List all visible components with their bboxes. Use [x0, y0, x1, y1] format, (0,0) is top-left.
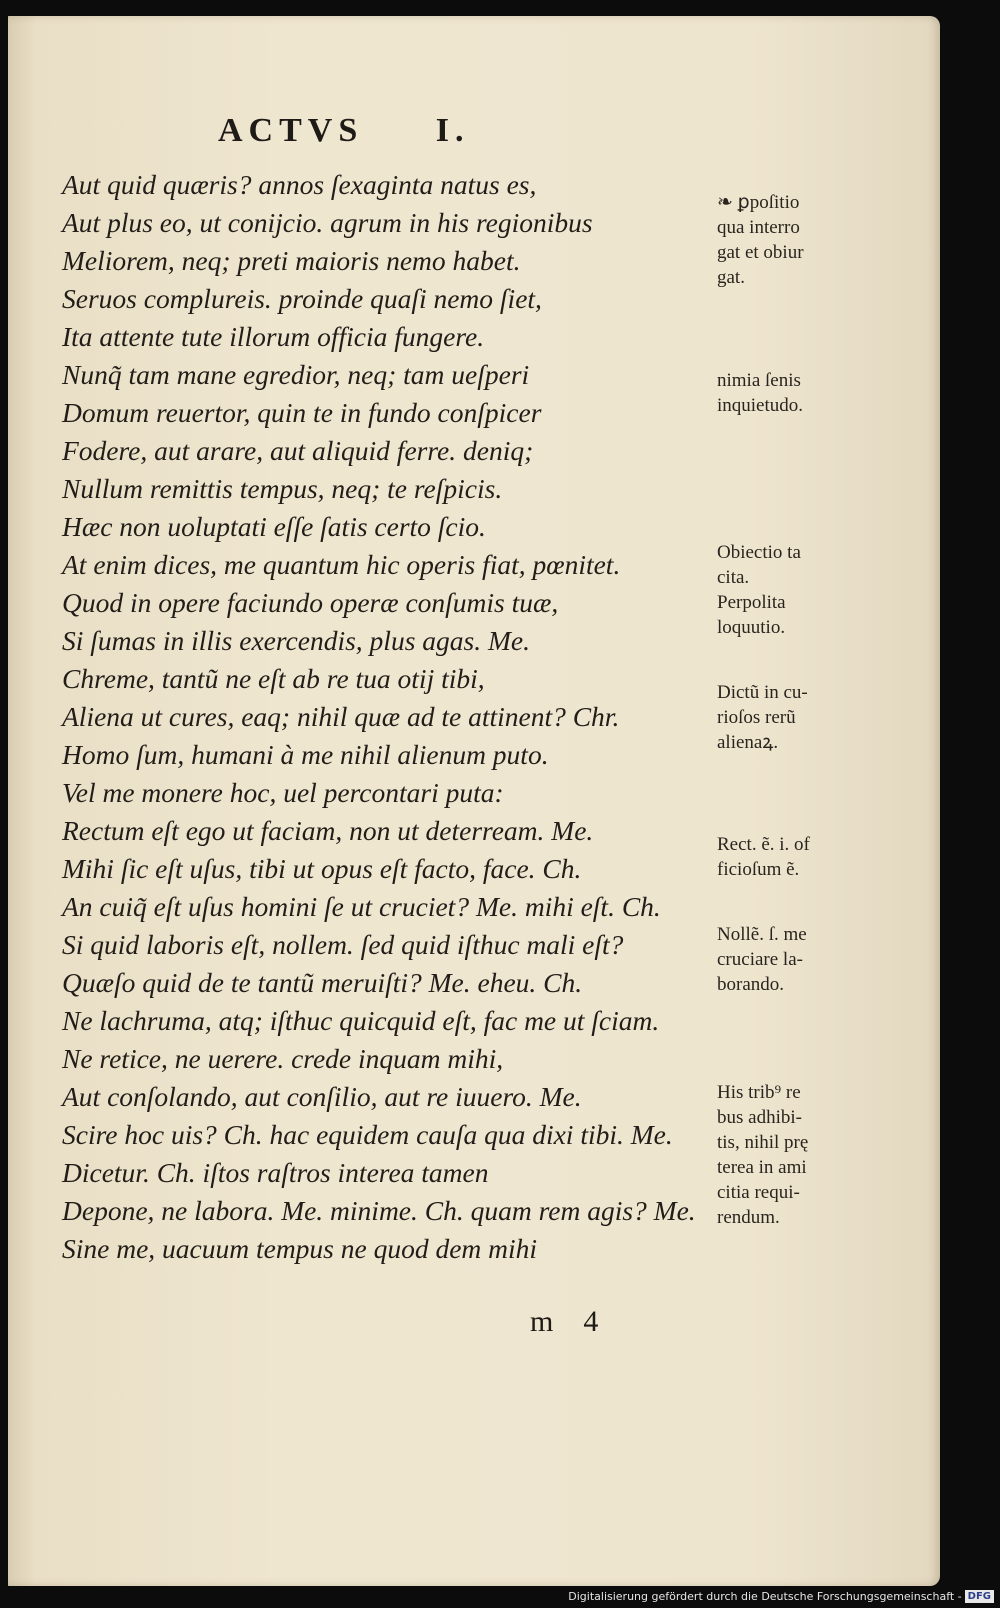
gloss-line: cita.	[717, 567, 750, 588]
credit-text: Digitalisierung gefördert durch die Deutsche Forschungsgemeinschaft -	[568, 1590, 962, 1603]
verse-line: Rectum eſt ego ut faciam, non ut deterream. Me.	[62, 815, 594, 846]
verse-line: Seruos complureis. proinde quaſi nemo ſiet,	[62, 283, 542, 314]
verse-line: Quod in opere faciundo operæ conſumis tuæ,	[62, 587, 559, 618]
verse-line: Aut plus eo, ut conijcio. agrum in his regionibus	[62, 207, 593, 238]
gloss-line: cruciare la-	[717, 949, 803, 970]
gloss-line: bus adhibi-	[717, 1107, 802, 1128]
dfg-logo: DFG	[965, 1590, 994, 1603]
verse-line: Si quid laboris eſt, nollem. ſed quid iſthuc mali eſt?	[62, 929, 624, 960]
gloss-line: qua interro	[717, 217, 800, 238]
gloss-line: Obiectio ta	[717, 542, 801, 563]
verse-line: Meliorem, neq; preti maioris nemo habet.	[62, 245, 521, 276]
verse-line: Vel me monere hoc, uel percontari puta:	[62, 777, 504, 808]
verse-line: Ita attente tute illorum officia fungere.	[62, 321, 485, 352]
gloss-line: rioſos rerũ	[717, 707, 796, 728]
gloss-line: His trib⁹ re	[717, 1082, 801, 1103]
marginal-gloss	[717, 1080, 857, 1230]
digitization-credit	[568, 1590, 994, 1603]
verse-line: Aliena ut cures, eaq; nihil quæ ad te attinent? Chr.	[62, 701, 620, 732]
gloss-line: tis, nihil prę	[717, 1132, 809, 1153]
verse-line: Aut quid quæris? annos ſexaginta natus es,	[62, 169, 537, 200]
gloss-line: Perpolita	[717, 592, 786, 613]
gloss-line: Nollẽ. ſ. me	[717, 924, 807, 945]
gloss-line: citia requi-	[717, 1182, 800, 1203]
verse-line: Ne lachruma, atq; iſthuc quicquid eſt, fac me ut ſciam.	[62, 1005, 660, 1036]
gloss-line: Dictũ in cu-	[717, 682, 808, 703]
gloss-line: gat.	[717, 267, 745, 288]
verse-line: An cuiq̃ eſt uſus homini ſe ut cruciet? Me. mihi eſt. Ch.	[62, 891, 661, 922]
verse-line: Ne retice, ne uerere. crede inquam mihi,	[62, 1043, 504, 1074]
marginal-gloss	[717, 680, 857, 755]
gloss-line: rendum.	[717, 1207, 780, 1228]
verse-line: Nunq̃ tam mane egredior, neq; tam ueſperi	[62, 359, 530, 390]
verse-line: Sine me, uacuum tempus ne quod dem mihi	[62, 1233, 538, 1264]
marginal-gloss	[717, 832, 857, 882]
verse-line: Domum reuertor, quin te in fundo conſpicer	[62, 397, 542, 428]
verse-line: Nullum remittis tempus, neq; te reſpicis.	[62, 473, 503, 504]
gloss-line: Rect. ẽ. i. of	[717, 834, 810, 855]
verse-line: Scire hoc uis? Ch. hac equidem cauſa qua dixi tibi. Me.	[62, 1119, 673, 1150]
gloss-line: gat et obiur	[717, 242, 804, 263]
gloss-line: loquutio.	[717, 617, 786, 638]
gloss-line: alienaꝝ.	[717, 732, 779, 753]
verse-line: Mihi ſic eſt uſus, tibi ut opus eſt facto, face. Ch.	[62, 853, 582, 884]
verse-line: Aut conſolando, aut conſilio, aut re iuuero. Me.	[62, 1081, 582, 1112]
verse-line: Chreme, tantũ ne eſt ab re tua otij tibi,	[62, 663, 485, 694]
verse-line: Quæſo quid de te tantũ meruiſti? Me. eheu. Ch.	[62, 967, 583, 998]
marginal-gloss	[717, 190, 857, 290]
gloss-line: ❧ ꝑpoſitio	[717, 192, 800, 213]
gloss-line: inquietudo.	[717, 395, 804, 416]
gloss-line: ficioſum ẽ.	[717, 859, 800, 880]
gloss-line: terea in ami	[717, 1157, 807, 1178]
verse-line: Fodere, aut arare, aut aliquid ferre. deniq;	[62, 435, 534, 466]
verse-line: Si ſumas in illis exercendis, plus agas. Me.	[62, 625, 530, 656]
gloss-line: nimia ſenis	[717, 370, 801, 391]
verse-line: Depone, ne labora. Me. minime. Ch. quam rem agis? Me.	[62, 1195, 696, 1226]
verse-line: Hæc non uoluptati eſſe ſatis certo ſcio.	[62, 511, 486, 542]
verse-line: At enim dices, me quantum hic operis fiat, pœnitet.	[62, 549, 621, 580]
verse-line: Dicetur. Ch. iſtos raſtros interea tamen	[62, 1157, 489, 1188]
signature-mark: m 4	[530, 1305, 599, 1338]
gloss-line: borando.	[717, 974, 785, 995]
marginal-gloss	[717, 368, 857, 418]
marginal-gloss	[717, 922, 857, 997]
marginal-gloss	[717, 540, 857, 640]
verse-line: Homo ſum, humani à me nihil alienum puto.	[62, 739, 549, 770]
act-heading: ACTVS I.	[218, 112, 470, 149]
